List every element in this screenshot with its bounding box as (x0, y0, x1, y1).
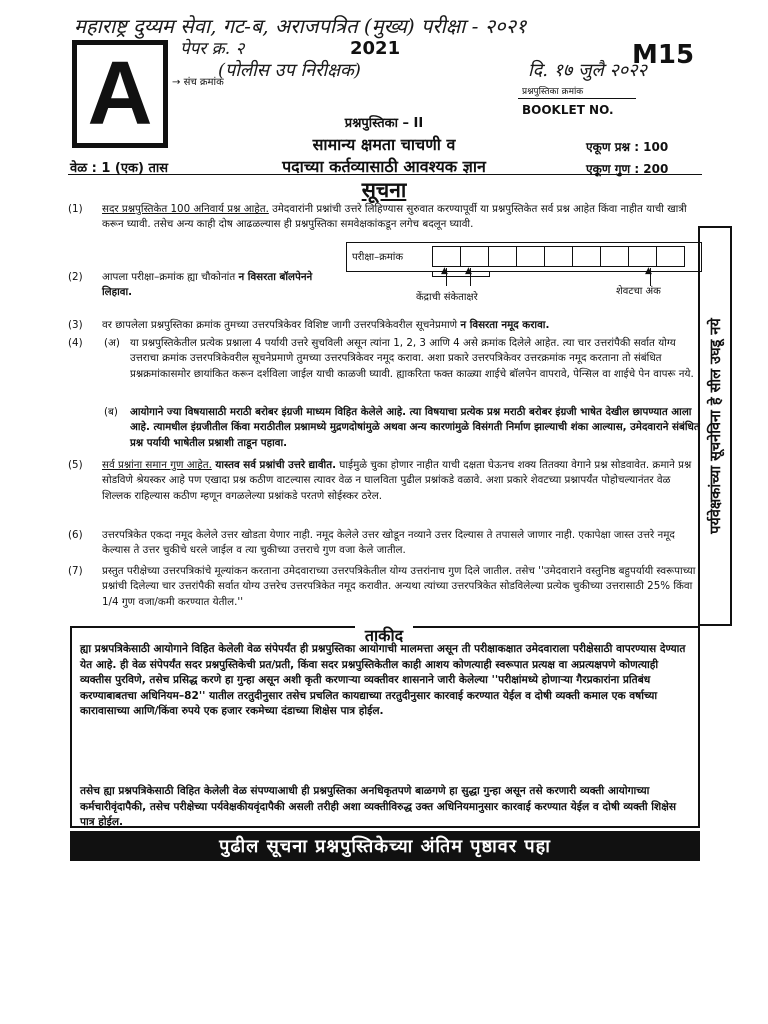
last-digit-label: शेवटचा अंक (616, 286, 661, 297)
warning-title-text: ताकीद (355, 626, 413, 645)
roll-number-cells (432, 246, 684, 267)
instruction-3 (68, 318, 700, 333)
instruction-number: (2) (68, 271, 83, 283)
booklet-title: प्रश्नपुस्तिका – II (344, 116, 424, 131)
instruction-emphasis: यास्तव सर्व प्रश्नांची उत्तरे द्यावीत. (211, 459, 336, 471)
seal-banner-text: पर्यवेक्षकांच्या सूचनेविना हे सील उघडू नये (708, 318, 725, 534)
post-handwritten: (पोलीस उप निरीक्षक) (218, 60, 361, 81)
roll-cell[interactable] (516, 246, 545, 267)
instruction-4a (68, 336, 700, 382)
instruction-emphasis: न विसरता बॉलपेनने लिहावा. (102, 271, 313, 299)
subject-title-line2: पदाच्या कर्तव्यासाठी आवश्यक ज्ञान (282, 157, 486, 176)
paper-number-handwritten: पेपर क्र. २ (180, 39, 245, 59)
year: 2021 (350, 38, 401, 59)
instruction-text: घाईमुळे चुका होणार नाहीत याची दक्षता घेऊनच शक्य तितक्या वेगाने प्रश्न सोडवावेत. क्रमाने प्रश्न सोडविणे श्रेयस्कर आहे पण एखादा प्रश्न कठीण वाटल्यास त्यावर वेळ न घालविता पुढील प्रश्नांकडे वळावे. अशा प्रकारे शेवटच्या प्रश्नापर्यंत पोहोचल्यानंतर वेळ शिल्लक राहिल्यास कठीण म्हणून वगळलेल्या प्रश्नांकडे परतणे सोईस्कर ठरेल. (102, 459, 692, 502)
roll-cell[interactable] (432, 246, 461, 267)
roll-cell[interactable] (460, 246, 489, 267)
subject-title-line1: सामान्य क्षमता चाचणी व (312, 135, 456, 154)
instruction-number: (5) (68, 459, 83, 471)
seal-banner (700, 226, 730, 626)
instruction-7 (68, 564, 700, 610)
date-handwritten: दि. १७ जुलै २०२२ (528, 60, 647, 81)
instruction-lead: सर्व प्रश्नांना समान गुण आहेत. (102, 459, 212, 471)
warning-paragraph-2: तसेच ह्या प्रश्नपत्रिकेसाठी विहित केलेली वेळ संपण्याआधी ही प्रश्नपुस्तिका अनधिकृतपणे बाळगणे हा सुद्धा गुन्हा असून तसे करणारी व्यक्ती आयोगाच्या कर्मचारीवृंदापैकी, तसेच परीक्षेच्या पर्यवेक्षकीयवृंदापैकी असली तरीही अशा व्यक्तीविरुद्ध उक्त अधिनियमानुसार कारवाई करण्यात येईल व दोषी व्यक्ती शिक्षेस पात्र होईल. (80, 785, 677, 829)
paper-code: M15 (632, 40, 695, 70)
roll-cell[interactable] (628, 246, 657, 267)
instructions-heading: सूचना (361, 178, 407, 202)
exam-title-handwritten: महाराष्ट्र दुय्यम सेवा, गट-ब, अराजपत्रित (मुख्य) परीक्षा - २०२१ (74, 14, 527, 38)
booklet-number-label-en: BOOKLET NO. (522, 103, 614, 117)
instruction-text: उत्तरपत्रिकेत एकदा नमूद केलेले उत्तर खोडता येणार नाही. नमूद केलेले उत्तर खोडून नव्याने उत्तर दिल्यास ते तपासले जाणार नाही. एकापेक्षा जास्त उत्तरे नमूद केल्यास ते उत्तर चुकीचे धरले जाईल व त्या चुकीच्या उत्तराचे गुण वजा केले जातील. (102, 529, 675, 557)
booklet-series-letter (72, 40, 168, 148)
footer-text: पुढील सूचना प्रश्नपुस्तिकेच्या अंतिम पृष्ठावर पहा (219, 836, 551, 857)
arrow-up-icon: ▲ (645, 266, 652, 276)
instruction-2 (68, 270, 338, 301)
roll-cell[interactable] (600, 246, 629, 267)
arrow-up-icon: ▲ (441, 266, 448, 276)
footer-banner (70, 831, 700, 861)
instruction-number: (6) (68, 529, 83, 541)
booklet-number-label-mr: प्रश्नपुस्तिका क्रमांक (522, 87, 584, 97)
instruction-1 (68, 202, 700, 233)
arrow-up-icon: ▲ (465, 266, 472, 276)
instruction-sub-label: (ब) (104, 406, 118, 418)
serial-number-label: → संच क्रमांक (172, 77, 224, 88)
booklet-number-divider (518, 98, 636, 99)
instruction-number: (4) (68, 337, 83, 349)
instruction-6 (68, 528, 700, 559)
instruction-text: आयोगाने ज्या विषयासाठी मराठी बरोबर इंग्रजी माध्यम विहित केलेले आहे. त्या विषयाचा प्रत्येक प्रश्न मराठी बरोबर इंग्रजी भाषेत देखील छापण्यात आला आहे. त्यामधील इंग्रजीतील किंवा मराठीतील प्रश्नामध्ये मुद्रणदोषांमुळे अथवा अन्य कारणांमुळे विसंगती निर्माण झाल्याची शंका आल्यास, उमेदवाराने संबंधित प्रश्न पर्यायी भाषेतील प्रश्नाशी ताडून पहावा. (130, 406, 700, 449)
instruction-number: (1) (68, 203, 83, 215)
roll-cell[interactable] (656, 246, 685, 267)
roll-cell[interactable] (488, 246, 517, 267)
roll-cell[interactable] (572, 246, 601, 267)
center-code-label: केंद्राची संकेताक्षरे (416, 292, 478, 303)
roll-number-label: परीक्षा–क्रमांक (352, 252, 404, 263)
instruction-lead: सदर प्रश्नपुस्तिकेत 100 अनिवार्य प्रश्न आहेत. (102, 203, 269, 215)
header-divider (68, 174, 702, 175)
instruction-text: वर छापलेला प्रश्नपुस्तिका क्रमांक तुमच्या उत्तरपत्रिकेवर विशिष्ट जागी उत्तरपत्रिकेवरील सूचनेप्रमाणे (102, 319, 461, 331)
serial-label-text: संच क्रमांक (183, 77, 224, 88)
instruction-number: (3) (68, 319, 83, 331)
total-marks: एकूण गुण : 200 (586, 162, 669, 176)
total-questions: एकूण प्रश्न : 100 (586, 140, 669, 154)
instruction-4b (68, 405, 700, 451)
instruction-number: (7) (68, 565, 83, 577)
instruction-sub-label: (अ) (104, 337, 120, 349)
instruction-text: आपला परीक्षा–क्रमांक ह्या चौकोनांत (102, 271, 239, 283)
booklet-letter: A (87, 44, 153, 144)
instruction-text: प्रस्तुत परीक्षेच्या उत्तरपत्रिकांचे मूल्यांकन करताना उमेदवाराच्या उत्तरपत्रिकेतील योग्य उत्तरांनाच गुण दिले जातील. तसेच ''उमेदवाराने वस्तुनिष्ठ बहुपर्यायी स्वरूपाच्या प्रश्नांची दिलेल्या चार उत्तरांपैकी सर्वात योग्य उत्तरेच उत्तरपत्रिकेत नमूद करावीत. अन्यथा त्यांच्या उत्तरपत्रिकेत सोडविलेल्या प्रत्येक चुकीच्या उत्तरासाठी 25% किंवा 1/4 गुण वजा/कमी करण्यात येतील.'' (102, 565, 696, 608)
roll-cell[interactable] (544, 246, 573, 267)
instruction-text: या प्रश्नपुस्तिकेतील प्रत्येक प्रश्नाला 4 पर्यायी उत्तरे सुचविली असून त्यांना 1, 2, 3 आणि 4 असे क्रमांक दिलेले आहेत. त्या चार उत्तरांपैकी सर्वात योग्य उत्तराचा क्रमांक उत्तरपत्रिकेवरील सूचनेप्रमाणे तुमच्या उत्तरपत्रिकेवर नमूद करावा. अशा प्रकारे उत्तरपत्रिकेवर उत्तरक्रमांक नमूद करताना तो संबंधित प्रश्नक्रमांकासमोर छायांकित करून दर्शविला जाईल याची काळजी घ्यावी. ह्याकरिता फक्त काळ्या शाईचे बॉलपेन वापरावे, पेन्सिल वा शाईचे पेन वापरू नये. (130, 337, 694, 380)
exam-duration: वेळ : 1 (एक) तास (70, 161, 169, 176)
instruction-5 (68, 458, 700, 504)
warning-paragraph-1: ह्या प्रश्नपत्रिकेसाठी आयोगाने विहित केलेली वेळ संपेपर्यंत ही प्रश्नपुस्तिका आयोगाची मालमत्ता असून ती परीक्षाकक्षात उमेदवाराला परीक्षेसाठी वापरण्यास देण्यात येत आहे. ही वेळ संपेपर्यंत सदर प्रश्नपुस्तिकेची प्रत/प्रती, किंवा सदर प्रश्नपुस्तिकेतील काही आशय कोणत्याही स्वरूपात प्रत्यक्ष वा अप्रत्यक्षपणे कोणत्याही व्यक्तीस पुरविणे, तसेच प्रसिद्ध करणे हा गुन्हा असून अशी कृती करणाऱ्या व्यक्तीवर शासनाने जारी केलेल्या ''परीक्षांमध्ये होणाऱ्या गैरप्रकारांना प्रतिबंध करण्याबाबतचा अधिनियम–82'' यातील तरतुदीनुसार तसेच प्रचलित कायद्याच्या तरतुदीनुसार कारवाई करण्यात येईल व दोषी व्यक्ती कमाल एक वर्षाच्या कारावासाच्या आणि/किंवा रुपये एक हजार रकमेच्या दंडाच्या शिक्षेस पात्र होईल. (80, 643, 686, 718)
instruction-text: उमेदवारांनी प्रश्नांची उत्तरे लिहिण्यास सुरुवात करण्यापूर्वी या प्रश्नपुस्तिकेत सर्व प्रश्न आहेत किंवा नाहीत याची खात्री करून घ्यावी. तसेच अन्य काही दोष आढळल्यास ही प्रश्नपुस्तिका समवेक्षकांकडून लगेच बदलून घ्यावी. (102, 203, 687, 231)
instruction-emphasis: न विसरता नमूद करावा. (460, 319, 550, 331)
